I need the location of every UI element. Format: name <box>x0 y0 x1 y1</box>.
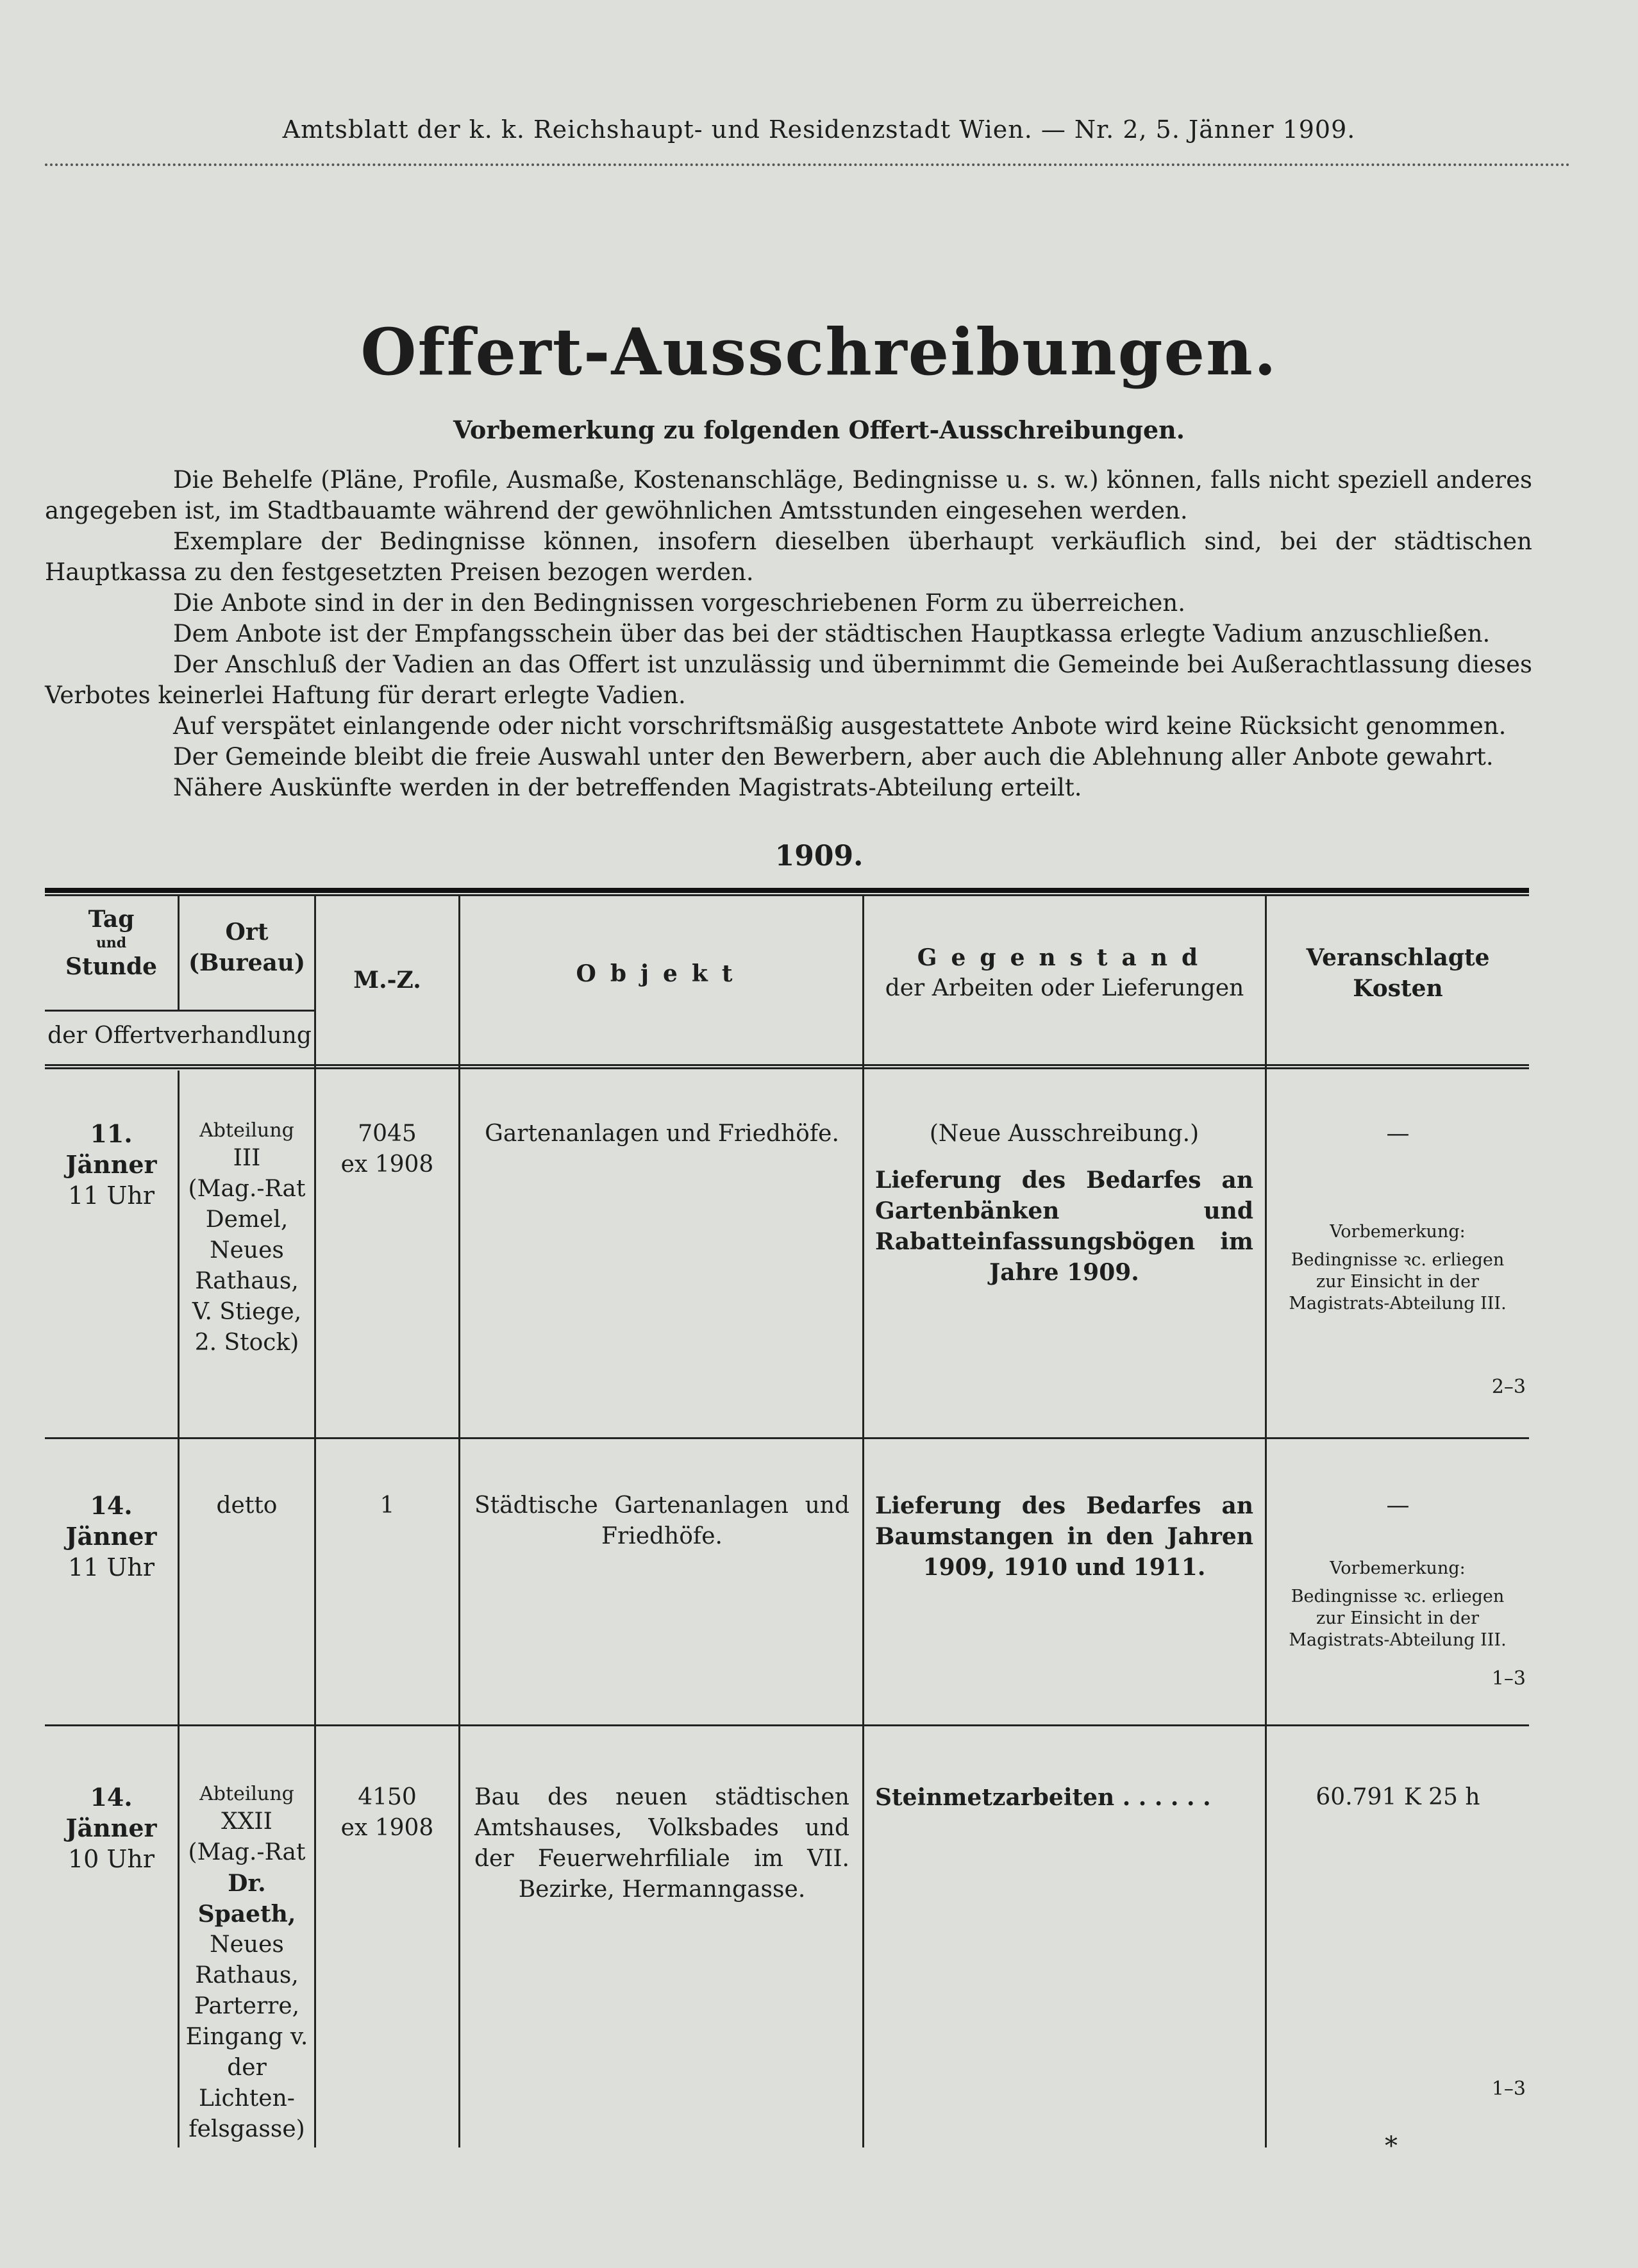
gegenstand-text: Lieferung des Bedarfes an Gartenbänken und Rabatteinfassungsbögen im Jahre 1909. <box>875 1167 1253 1286</box>
ort-line: (Mag.-Rat <box>188 1176 306 1202</box>
ort-line: felsgasse) <box>188 2116 305 2142</box>
row-kosten: 60.791 K 25 h <box>1316 1784 1480 1810</box>
table-top-rule-inner <box>45 894 1529 896</box>
row-divider <box>45 1724 1529 1726</box>
ort-abteilung: Abteilung <box>199 1119 294 1142</box>
header-offertverhandlung: der Offertverhandlung <box>47 1022 312 1049</box>
header-ort-label: Ort <box>225 919 269 946</box>
ort-line: Parterre, <box>194 1993 300 2019</box>
row-gegenstand: Steinmetzarbeiten . . . . . . <box>875 1784 1211 1811</box>
row-mz <box>316 1782 458 1844</box>
intro-paragraph: Die Anbote sind in der in den Bedingnissen vorgeschriebenen Form zu überreichen. <box>173 589 1185 617</box>
date-text: 11. Jänner <box>65 1119 157 1179</box>
intro-paragraph: Der Gemeinde bleibt die freie Auswahl unter den Bewerbern, aber auch die Ablehnung aller Anbote gewahrt. <box>173 743 1494 771</box>
intro-paragraph: Auf verspätet einlangende oder nicht vorschriftsmäßig ausgestattete Anbote wird keine Rücksicht genommen. <box>173 712 1507 740</box>
mz-number: 7045 <box>358 1121 417 1147</box>
ort-line: V. Stiege, <box>192 1299 302 1325</box>
header-kosten <box>1267 942 1529 1004</box>
row-mz <box>316 1490 458 1521</box>
subtitle: Vorbemerkung zu folgenden Offert-Ausschreibungen. <box>453 415 1185 444</box>
ort-line: Neues <box>210 1931 284 1958</box>
column-divider <box>862 894 864 2147</box>
time-text: 11 Uhr <box>67 1553 155 1581</box>
ort-line: Demel, <box>205 1206 288 1233</box>
date-text: 14. Jänner <box>65 1783 157 1842</box>
mz-number: 1 <box>380 1492 395 1519</box>
row-objekt: Städtische Gartenanlagen und Friedhöfe. <box>474 1492 849 1549</box>
date-text: 14. Jänner <box>65 1491 157 1551</box>
ort-line: (Mag.-Rat <box>188 1839 306 1865</box>
row-mz <box>316 1119 458 1180</box>
ort-line: Eingang v. <box>185 2024 308 2050</box>
header-und-label: und <box>96 935 127 951</box>
row-date <box>45 1490 178 1583</box>
header-bureau-label: (Bureau) <box>188 949 306 976</box>
header-divider <box>45 163 1571 166</box>
header-mz: M.-Z. <box>353 967 421 994</box>
intro-paragraph: Nähere Auskünfte werden in der betreffenden Magistrats-Abteilung erteilt. <box>173 774 1082 801</box>
row-ort <box>180 1490 314 1521</box>
header-kosten-label-2: Kosten <box>1353 975 1443 1002</box>
header-sub-rule <box>45 1010 314 1012</box>
ort-abteilung: Abteilung <box>199 1783 294 1805</box>
gegenstand-note: (Neue Ausschreibung.) <box>929 1121 1199 1147</box>
intro-text <box>45 465 1532 803</box>
ort-line: der Lichten- <box>199 2055 295 2112</box>
row-objekt: Bau des neuen städtischen Amtshauses, Volksbades und der Feuerwehrfiliale im VII. Bezirke, Hermanngasse. <box>474 1784 849 1903</box>
ort-line: XXII <box>221 1808 272 1835</box>
mz-number: 4150 <box>358 1784 417 1810</box>
running-header: Amtsblatt der k. k. Reichshaupt- und Residenzstadt Wien. — Nr. 2, 5. Jänner 1909. <box>282 115 1356 144</box>
header-ort <box>180 917 314 978</box>
ort-line: Neues <box>210 1237 284 1263</box>
vorbemerkung-label: Vorbemerkung: <box>1330 1222 1466 1242</box>
ort-line: 2. Stock) <box>194 1330 299 1356</box>
ort-line: detto <box>216 1492 278 1519</box>
column-divider <box>458 894 460 2147</box>
ort-line: Rathaus, <box>195 1962 299 1989</box>
time-text: 10 Uhr <box>67 1845 155 1873</box>
header-kosten-label: Veranschlagte <box>1306 944 1490 971</box>
header-objekt: Objekt <box>576 960 747 987</box>
row-divider <box>45 1437 1529 1439</box>
row-kosten: — <box>1386 1492 1410 1519</box>
row-ref: 1–3 <box>1491 2078 1526 2100</box>
intro-paragraph: Exemplare der Bedingnisse können, insofern dieselben überhaupt verkäuflich sind, bei der städtischen Hauptkassa zu den festgesetzten Preisen bezogen werden. <box>45 528 1532 586</box>
intro-paragraph: Die Behelfe (Pläne, Profile, Ausmaße, Kostenanschläge, Bedingnisse u. s. w.) können, falls nicht speziell anderes angegeben ist, im Stadtbauamte während der gewöhnlichen Amtsstunden eingesehen werden. <box>45 466 1532 524</box>
ort-line: Dr. Spaeth, <box>197 1870 296 1928</box>
row-kosten: — <box>1386 1121 1410 1147</box>
row-vorbemerkung <box>1276 1558 1519 1651</box>
row-ort <box>180 1119 314 1358</box>
header-gegenstand-label: Gegenstand <box>917 944 1212 971</box>
ort-line: III <box>233 1145 261 1171</box>
mz-year: ex 1908 <box>340 1815 434 1841</box>
row-ref: 1–3 <box>1491 1667 1526 1690</box>
header-bottom-rule <box>45 1064 1529 1069</box>
header-stunde-label: Stunde <box>65 953 158 980</box>
page-title: Offert-Ausschreibungen. <box>360 314 1278 390</box>
table-top-rule <box>45 888 1529 893</box>
mz-year: ex 1908 <box>340 1151 434 1178</box>
row-vorbemerkung <box>1276 1221 1519 1315</box>
footer-mark: * <box>1385 2131 1398 2161</box>
header-tag-label: Tag <box>88 906 135 933</box>
ort-line: Rathaus, <box>195 1268 299 1294</box>
row-gegenstand: Lieferung des Bedarfes an Baumstangen in den Jahren 1909, 1910 und 1911. <box>875 1492 1253 1581</box>
row-ref: 2–3 <box>1491 1376 1526 1398</box>
vorbemerkung-text: Bedingnisse ꝛc. erliegen zur Einsicht in der Magistrats-Abteilung III. <box>1289 1587 1507 1650</box>
time-text: 11 Uhr <box>67 1181 155 1210</box>
header-gegenstand-sub: der Arbeiten oder Lieferungen <box>885 975 1244 1001</box>
vorbemerkung-label: Vorbemerkung: <box>1330 1558 1466 1578</box>
row-ort <box>180 1782 314 2145</box>
year-heading: 1909. <box>774 840 864 872</box>
row-gegenstand <box>875 1119 1253 1288</box>
vorbemerkung-text: Bedingnisse ꝛc. erliegen zur Einsicht in der Magistrats-Abteilung III. <box>1289 1250 1507 1313</box>
row-date <box>45 1782 178 1874</box>
header-gegenstand <box>864 942 1265 1004</box>
intro-paragraph: Dem Anbote ist der Empfangsschein über das bei der städtischen Hauptkassa erlegte Vadium anzuschließen. <box>173 620 1491 647</box>
row-date <box>45 1119 178 1211</box>
intro-paragraph: Der Anschluß der Vadien an das Offert ist unzulässig und übernimmt die Gemeinde bei Außerachtlassung dieses Verbotes keinerlei Haftung für derart erlegte Vadien. <box>45 651 1532 709</box>
header-tag <box>45 904 178 982</box>
row-objekt: Gartenanlagen und Friedhöfe. <box>485 1121 839 1147</box>
